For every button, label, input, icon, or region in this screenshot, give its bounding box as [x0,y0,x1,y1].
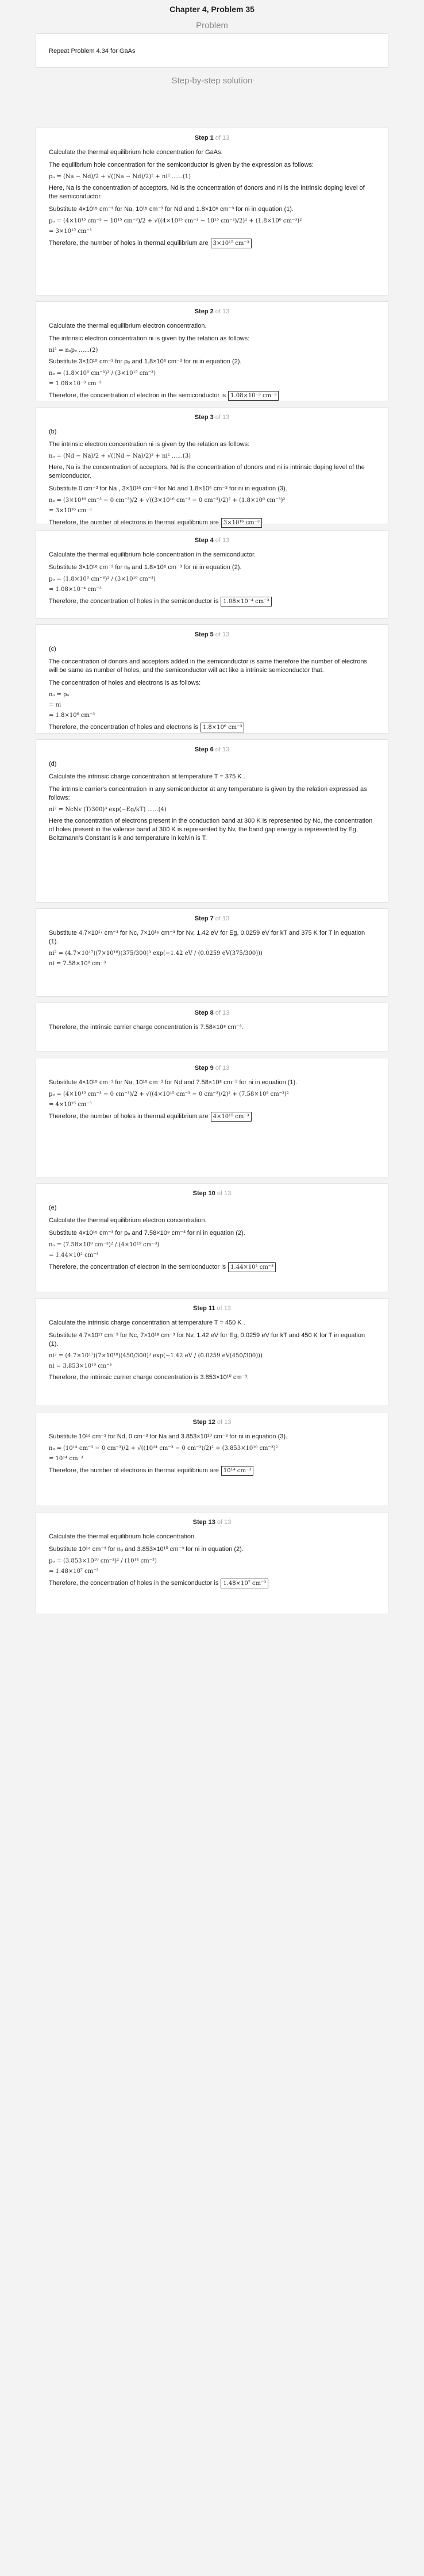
answer-line [49,391,375,401]
step-text: Calculate the intrinsic charge concentration at temperature T = 375 K . [49,773,245,780]
step-card [36,908,388,997]
problem-card [36,33,388,68]
answer-text: Therefore, the concentration of holes in the semiconductor is [49,1580,219,1587]
equation: ni² = NcNv (T/300)³ exp(−Eg/kT) ......(4) [49,807,167,813]
step-number: Step 3 [194,414,214,421]
answer-box: 1.08×10⁻⁴ cm⁻³ [221,597,271,606]
equation: nₒ = (3×10¹⁶ cm⁻³ − 0 cm⁻³)/2 + √((3×10¹⁶ cm⁻³ − 0 cm⁻³)/2)² + (1.8×10⁶ cm⁻³)² [49,497,286,504]
equation: = ni [49,702,61,708]
answer-text: Therefore, the concentration of electron in the semiconductor is [49,392,226,399]
step-total: of 13 [213,1065,230,1072]
step-text: (e) [49,1204,57,1211]
answer-text: Therefore, the number of electrons in thermal equilibrium are [49,519,219,526]
equation: = 1.8×10⁶ cm⁻³ [49,712,95,719]
step-heading [49,408,375,428]
step-card [36,624,388,734]
equation: = 1.08×10⁻³ cm⁻³ [49,381,102,387]
step-text: Therefore, the intrinsic carrier charge concentration is 3.853×10¹⁰ cm⁻³. [49,1374,249,1381]
answer-line [49,1112,375,1122]
step-card [36,1512,388,1614]
answer-text: Therefore, the number of electrons in thermal equilibrium are [49,1467,219,1474]
answer-line [49,597,375,606]
step-total: of 13 [213,537,230,544]
step-text: (b) [49,428,57,435]
step-card [36,1058,388,1177]
step-text: Substitute 4×10¹⁵ cm⁻³ for Na, 10¹⁵ cm⁻³ for Nd and 7.58×10⁸ cm⁻³ for ni in equation (1). [49,1079,298,1086]
step-heading [49,531,375,551]
step-text: Here the concentration of electrons present in the conduction band at 300 K is represented by Nc, the concentration of holes present in the valence band at 300 K is represented by Nv, the band gap energy is represented by Eg, Boltzmann's Constant is k and temperature in kelvin is T. [49,817,373,842]
equation: = 4×10¹⁵ cm⁻³ [49,1101,92,1108]
step-card [36,1003,388,1052]
step-card [36,1412,388,1506]
equation: ni² = (4.7×10¹⁷)(7×10¹⁸)(450/300)³ exp(−1.42 eV / (0.0259 eV(450/300))) [49,1353,263,1359]
equation: ni² = nₒpₒ ......(2) [49,347,98,354]
step-total: of 13 [213,414,230,421]
solution-label: Step-by-step solution [171,76,253,86]
step-number: Step 10 [192,1190,215,1197]
step-number: Step 4 [194,537,214,544]
step-card [36,301,388,401]
answer-box: 1.48×10⁷ cm⁻³ [221,1579,268,1588]
equation: pₒ = (Na − Nd)/2 + √((Na − Nd)/2)² + ni² ......(1) [49,174,191,180]
step-total: of 13 [215,1190,232,1197]
answer-line [49,1579,375,1588]
step-text: The intrinsic carrier's concentration in any semiconductor at any temperature is given by the relation expressed as follows: [49,786,367,801]
equation: = 1.48×10⁷ cm⁻³ [49,1568,99,1575]
step-text: Calculate the thermal equilibrium electron concentration. [49,323,207,329]
equation: pₒ = (4×10¹⁵ cm⁻³ − 0 cm⁻³)/2 + √((4×10¹⁵ cm⁻³ − 0 cm⁻³)/2)² + (7.58×10⁸ cm⁻³)² [49,1091,289,1097]
step-heading [49,1058,375,1078]
step-heading [49,128,375,148]
equation: nₒ = (Nd − Na)/2 + √((Nd − Na)/2)² + ni² ......(3) [49,453,191,459]
answer-text: Therefore, the concentration of holes in the semiconductor is [49,598,219,605]
step-total: of 13 [213,1009,230,1016]
step-heading [49,1512,375,1533]
step-text: The intrinsic electron concentration ni is given by the relation as follows: [49,441,250,448]
step-total: of 13 [213,135,230,141]
step-text: Substitute 4.7×10¹⁷ cm⁻³ for Nc, 7×10¹⁸ cm⁻³ for Nv, 1.42 eV for Eg, 0.0259 eV for kT and 375 K for T in equation (1). [49,930,365,945]
equation: = 3×10¹⁶ cm⁻³ [49,508,92,514]
step-heading [49,302,375,322]
step-heading [49,1003,375,1023]
step-text: Substitute 4.7×10¹⁷ cm⁻³ for Nc, 7×10¹⁸ cm⁻³ for Nv, 1.42 eV for Eg, 0.0259 eV for kT and 450 K for T in equation (1). [49,1332,365,1347]
answer-box: 10¹⁴ cm⁻³ [221,1466,253,1476]
step-total: of 13 [213,746,230,753]
step-number: Step 6 [194,746,214,753]
answer-line [49,1262,375,1272]
answer-text: Therefore, the concentration of holes and electrons is [49,724,198,731]
step-text: Substitute 4×10¹⁵ cm⁻³ for Na, 10¹⁵ cm⁻³ for Nd and 1.8×10⁶ cm⁻³ for ni in equation (1). [49,206,294,213]
page-title: Chapter 4, Problem 35 [169,5,255,14]
answer-text: Therefore, the number of holes in thermal equilibrium are [49,240,209,247]
step-number: Step 1 [194,135,214,141]
step-text: Calculate the thermal equilibrium hole concentration. [49,1533,196,1540]
problem-label: Problem [196,21,228,30]
equation: nₒ = (7.58×10⁸ cm⁻³)² / (4×10¹⁵ cm⁻³) [49,1242,160,1248]
step-text: Calculate the intrinsic charge concentration at temperature T = 450 K . [49,1319,245,1326]
equation: nₒ = (1.8×10⁶ cm⁻³)² / (3×10¹⁵ cm⁻³) [49,370,156,377]
step-text: Calculate the thermal equilibrium electron concentration. [49,1217,207,1224]
step-number: Step 5 [194,631,214,638]
step-total: of 13 [213,631,230,638]
answer-box: 3×10¹⁵ cm⁻³ [211,239,252,248]
step-heading [49,1184,375,1204]
step-card [36,407,388,524]
step-total: of 13 [215,1419,232,1426]
step-number: Step 2 [194,308,214,315]
equation: = 1.44×10² cm⁻³ [49,1252,99,1258]
step-heading [49,1412,375,1433]
equation: ni = 3.853×10¹⁰ cm⁻³ [49,1363,112,1369]
answer-line [49,1466,375,1476]
step-heading [49,909,375,929]
step-text: Here, Na is the concentration of acceptors, Nd is the concentration of donors and ni is intrinsic doping level of the semiconductor. [49,464,365,479]
step-number: Step 11 [192,1305,215,1312]
answer-box: 1.44×10² cm⁻³ [228,1262,276,1272]
equation: ni = 7.58×10⁸ cm⁻³ [49,961,106,967]
equation: = 1.08×10⁻⁴ cm⁻³ [49,586,102,593]
answer-box: 1.8×10⁶ cm⁻³ [201,723,245,732]
answer-text: Therefore, the number of holes in thermal equilibrium are [49,1113,209,1120]
step-text: (d) [49,761,57,767]
answer-box: 3×10¹⁶ cm⁻³ [221,518,262,528]
answer-text: Therefore, the concentration of electron in the semiconductor is [49,1264,226,1270]
step-heading [49,625,375,645]
equation: nₒ = pₒ [49,692,70,698]
step-text: The equilibrium hole concentration for the semiconductor is given by the expression as follows: [49,162,314,168]
step-total: of 13 [213,915,230,922]
step-number: Step 13 [192,1519,215,1526]
answer-line [49,239,375,248]
answer-box: 1.08×10⁻³ cm⁻³ [228,391,279,401]
equation: pₒ = (4×10¹⁵ cm⁻³ − 10¹⁵ cm⁻³)/2 + √((4×10¹⁵ cm⁻³ − 10¹⁵ cm⁻³)/2)² + (1.8×10⁶ cm⁻³)² [49,218,302,224]
answer-box: 4×10¹⁵ cm⁻³ [211,1112,252,1122]
step-card [36,1298,388,1406]
equation: nₒ = (10¹⁴ cm⁻³ − 0 cm⁻³)/2 + √((10¹⁴ cm⁻³ − 0 cm⁻³)/2)² + (3.853×10¹⁰ cm⁻³)² [49,1445,278,1452]
step-card [36,739,388,903]
step-number: Step 8 [194,1009,214,1016]
step-card [36,128,388,295]
step-card [36,530,388,619]
step-text: Substitute 4×10¹⁵ cm⁻³ for pₒ and 7.58×10⁸ cm⁻³ for ni in equation (2). [49,1230,245,1237]
step-number: Step 9 [194,1065,214,1072]
step-text: Substitute 3×10¹⁵ cm⁻³ for pₒ and 1.8×10⁶ cm⁻³ for ni in equation (2). [49,358,242,365]
step-text: Here, Na is the concentration of acceptors, Nd is the concentration of donors and ni is the intrinsic doping level of the semiconductor. [49,185,365,200]
problem-text: Repeat Problem 4.34 for GaAs [49,48,136,55]
answer-line [49,723,375,732]
step-text: (c) [49,646,56,652]
step-text: The concentration of holes and electrons is as follows: [49,679,201,686]
step-text: Substitute 3×10¹⁶ cm⁻³ for nₒ and 1.8×10⁶ cm⁻³ for ni in equation (2). [49,564,242,571]
step-text: Substitute 10¹⁴ cm⁻³ for nₒ and 3.853×10¹⁰ cm⁻³ for ni in equation (2). [49,1546,244,1553]
step-text: Substitute 10¹⁴ cm⁻³ for Nd, 0 cm⁻³ for Na and 3.853×10¹⁰ cm⁻³ for ni in equation (3). [49,1433,288,1440]
step-heading [49,740,375,760]
step-text: The concentration of donors and acceptors added in the semiconductor is same therefore the number of electrons will be same as number of holes, and the semiconductor will act like a intrinsic semiconductor that. [49,658,367,674]
step-heading [49,1299,375,1319]
equation: pₒ = (1.8×10⁶ cm⁻³)² / (3×10¹⁶ cm⁻³) [49,576,156,582]
step-total: of 13 [215,1305,232,1312]
equation: pₒ = (3.853×10¹⁰ cm⁻³)² / (10¹⁴ cm⁻³) [49,1558,157,1564]
step-card [36,1183,388,1292]
step-total: of 13 [215,1519,232,1526]
equation: = 10¹⁴ cm⁻³ [49,1456,83,1462]
step-text: Therefore, the intrinsic carrier charge concentration is 7.58×10⁸ cm⁻³. [49,1024,244,1031]
step-text: Substitute 0 cm⁻³ for Na , 3×10¹⁶ cm⁻³ for Nd and 1.8×10⁶ cm⁻³ for ni in equation (3). [49,485,287,492]
answer-line [49,518,375,528]
equation: ni² = (4.7×10¹⁷)(7×10¹⁸)(375/300)³ exp(−1.42 eV / (0.0259 eV(375/300))) [49,950,263,957]
equation: = 3×10¹⁵ cm⁻³ [49,228,92,235]
step-text: The intrinsic electron concentration ni is given by the relation as follows: [49,335,250,342]
step-total: of 13 [213,308,230,315]
step-text: Calculate the thermal equilibrium hole concentration for GaAs. [49,149,223,156]
step-number: Step 7 [194,915,214,922]
step-number: Step 12 [192,1419,215,1426]
step-text: Calculate the thermal equilibrium hole concentration in the semiconductor. [49,551,256,558]
